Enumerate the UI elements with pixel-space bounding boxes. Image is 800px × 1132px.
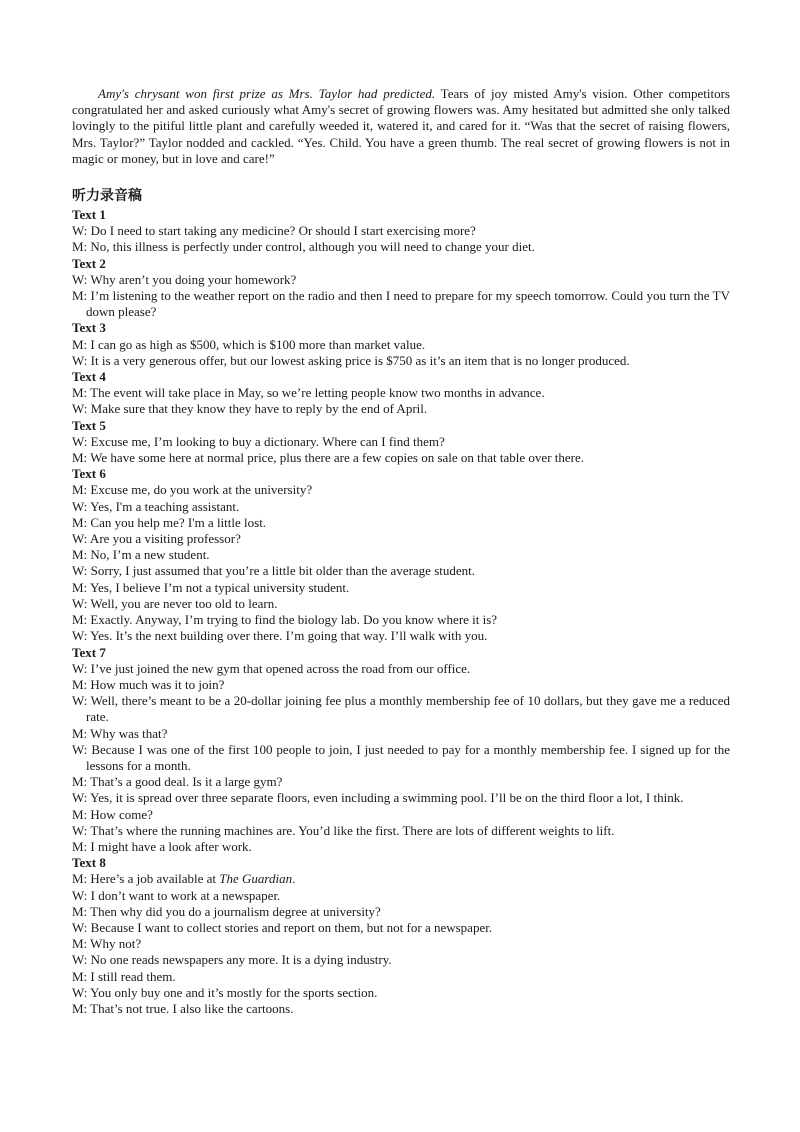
- dialogue-line: M: I might have a look after work.: [72, 838, 252, 854]
- dialogue-line: W: Do I need to start taking any medicine? Or should I start exercising more?: [72, 223, 476, 239]
- story-paragraph: [72, 86, 730, 167]
- text-title: Text 7: [72, 644, 106, 660]
- story-italic-sentence: Amy's chrysant won first prize as Mrs. Taylor had predicted.: [98, 86, 436, 101]
- dialogue-line: W: I’ve just joined the new gym that opened across the road from our office.: [72, 660, 471, 676]
- dialogue-line: W: Make sure that they know they have to reply by the end of April.: [72, 401, 428, 417]
- dialogue-line: W: Sorry, I just assumed that you’re a little bit older than the average student.: [72, 563, 476, 579]
- dialogue-line: W: That’s where the running machines are. You’d like the first. There are lots of different weights to lift.: [72, 822, 615, 838]
- story-paragraph-text: Tears of joy misted Amy's vision. Other competitors congratulated her and asked curiously what Amy's secret of growing flowers was. Amy hesitated but admitted she only talked lovingly to the pitiful little plant and carefully weeded it, watered it, and cared for it. “Was that the secret of raising flowers, Mrs. Taylor?” Taylor nodded and cackled. “Yes. Child. You have a green thumb. The real secret of growing flowers is not in magic or money, but in love and care!”: [72, 86, 730, 166]
- dialogue-line: W: Because I was one of the first 100 people to join, I just needed to pay for a monthly membership fee. I signed up for the lessons for a month.: [72, 741, 730, 773]
- text-title: Text 3: [72, 320, 106, 336]
- dialogue-line: M: We have some here at normal price, plus there are a few copies on sale on that table over there.: [72, 450, 585, 466]
- dialogue-line: W: Are you a visiting professor?: [72, 531, 241, 547]
- dialogue-line: W: Excuse me, I’m looking to buy a dictionary. Where can I find them?: [72, 433, 445, 449]
- transcript-body: [72, 207, 730, 1017]
- dialogue-line: W: Yes. It’s the next building over there. I’m going that way. I’ll walk with you.: [72, 628, 488, 644]
- dialogue-line: M: That’s not true. I also like the cartoons.: [72, 1000, 294, 1016]
- dialogue-line: W: You only buy one and it’s mostly for the sports section.: [72, 984, 378, 1000]
- dialogue-line: W: Why aren’t you doing your homework?: [72, 271, 297, 287]
- dialogue-line: W: Yes, I'm a teaching assistant.: [72, 498, 240, 514]
- newspaper-name: The Guardian: [219, 871, 293, 887]
- dialogue-line: M: Why not?: [72, 936, 142, 952]
- text-title: Text 2: [72, 255, 106, 271]
- transcript-heading: 听力录音稿: [72, 188, 142, 205]
- dialogue-line: W: Yes, it is spread over three separate floors, even including a swimming pool. I’ll be on the third floor a lot, I think.: [72, 790, 684, 806]
- dialogue-line: M: The event will take place in May, so we’re letting people know two months in advance.: [72, 385, 545, 401]
- dialogue-line: M: Excuse me, do you work at the university?: [72, 482, 313, 498]
- text-title: Text 1: [72, 207, 106, 223]
- dialogue-line: M: No, this illness is perfectly under control, although you will need to change your diet.: [72, 239, 535, 255]
- dialogue-line: M: I still read them.: [72, 968, 176, 984]
- dialogue-line: M: How much was it to join?: [72, 676, 225, 692]
- document-page: [72, 86, 730, 1017]
- dialogue-line: M: No, I’m a new student.: [72, 547, 210, 563]
- dialogue-line: M: That’s a good deal. Is it a large gym?: [72, 774, 283, 790]
- dialogue-line: W: No one reads newspapers any more. It is a dying industry.: [72, 952, 392, 968]
- dialogue-line: M: Yes, I believe I’m not a typical university student.: [72, 579, 350, 595]
- dialogue-line: W: Because I want to collect stories and report on them, but not for a newspaper.: [72, 919, 493, 935]
- dialogue-line: W: It is a very generous offer, but our lowest asking price is $750 as it’s an item that is no longer produced.: [72, 352, 630, 368]
- text-title: Text 8: [72, 855, 106, 871]
- dialogue-line: W: I don’t want to work at a newspaper.: [72, 887, 281, 903]
- dialogue-line: M: Exactly. Anyway, I’m trying to find the biology lab. Do you know where it is?: [72, 612, 498, 628]
- dialogue-line: M: I’m listening to the weather report on the radio and then I need to prepare for my speech tomorrow. Could you turn the TV down please?: [72, 288, 730, 320]
- dialogue-line: W: Well, you are never too old to learn.: [72, 595, 278, 611]
- dialogue-line: M: How come?: [72, 806, 153, 822]
- dialogue-line: W: Well, there’s meant to be a 20-dollar joining fee plus a monthly membership fee of 10 dollars, but they gave me a reduced rate.: [72, 693, 730, 725]
- dialogue-line: M: Why was that?: [72, 725, 168, 741]
- dialogue-line: M: I can go as high as $500, which is $100 more than market value.: [72, 336, 426, 352]
- dialogue-line: M: Here’s a job available at The Guardian.: [72, 871, 296, 887]
- text-title: Text 4: [72, 369, 106, 385]
- text-title: Text 5: [72, 417, 106, 433]
- dialogue-line: M: Then why did you do a journalism degree at university?: [72, 903, 381, 919]
- dialogue-line: M: Can you help me? I'm a little lost.: [72, 514, 267, 530]
- text-title: Text 6: [72, 466, 106, 482]
